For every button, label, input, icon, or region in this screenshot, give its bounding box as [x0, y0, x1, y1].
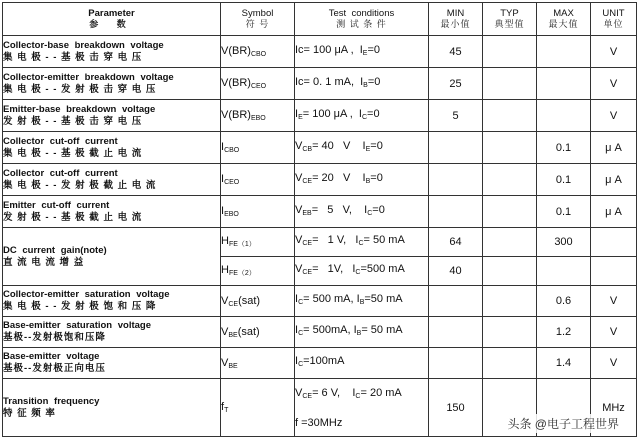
typ-value [483, 317, 537, 348]
unit-value: V [591, 286, 637, 317]
table-row [3, 228, 637, 257]
condition-text: =0 [370, 171, 383, 184]
condition-subscript: E [298, 113, 303, 121]
header-max-cn: 最大值 [548, 19, 579, 29]
min-value: 45 [429, 36, 483, 68]
conditions-cell [295, 317, 429, 348]
condition-line [295, 170, 428, 190]
parameter-name-en: Collector cut-off current [3, 135, 118, 147]
condition-line [295, 415, 428, 431]
header-parameter-en: Parameter [88, 8, 135, 19]
symbol-subscript: CBO [250, 51, 267, 58]
parameter-name-cn: 集 电 极 - - 发 射 极 饱 和 压 降 [3, 301, 157, 312]
condition-subscript: B [356, 330, 362, 337]
condition-text: V [295, 234, 303, 246]
symbol-cell [221, 36, 295, 68]
condition-text: V [295, 203, 303, 216]
table-row [3, 68, 637, 100]
symbol-cell [221, 379, 295, 437]
conditions-cell [295, 100, 429, 132]
unit-value [591, 228, 637, 257]
condition-line [295, 202, 428, 222]
condition-subscript: C [358, 240, 364, 247]
parameter-cell [3, 68, 221, 100]
condition-subscript: CE [302, 240, 313, 247]
parameter-name-en: Emitter-base breakdown voltage [3, 103, 156, 115]
condition-text: = 6 V, I [312, 386, 356, 399]
symbol-main: H [221, 235, 229, 247]
condition-text: V [295, 386, 303, 399]
condition-text: V [295, 263, 303, 275]
condition-subscript: C [298, 330, 304, 337]
condition-subscript: C [367, 209, 373, 217]
parameter-cell [3, 36, 221, 68]
condition-subscript: E [365, 145, 371, 153]
header-parameter [3, 3, 221, 36]
parameter-cell [3, 100, 221, 132]
max-value [537, 68, 591, 100]
conditions-cell [295, 348, 429, 379]
max-value: 0.6 [537, 286, 591, 317]
symbol-cell [221, 228, 295, 257]
symbol-main: V(BR) [221, 77, 251, 89]
condition-text: = 40 V I [312, 139, 366, 152]
condition-text: f =30MHz [295, 416, 343, 429]
parameter-name-en: Emitter cut-off current [3, 199, 110, 211]
symbol-subscript: CE [228, 300, 239, 308]
min-value [429, 348, 483, 379]
conditions-cell [295, 257, 429, 286]
symbol-suffix: (sat) [237, 325, 260, 338]
symbol-main: I [221, 205, 225, 217]
condition-text: =0 [367, 43, 381, 56]
unit-value: V [591, 348, 637, 379]
condition-line [295, 74, 428, 94]
unit-value: V [591, 100, 637, 132]
header-conditions-en: Test conditions [328, 8, 395, 19]
symbol-main: f [221, 401, 225, 413]
parameter-name-en: Collector-emitter breakdown voltage [3, 71, 174, 83]
typ-value [483, 196, 537, 228]
header-conditions-cn: 测 试 条 件 [336, 19, 387, 29]
condition-text: =0 [367, 107, 380, 120]
condition-line [295, 353, 428, 373]
header-min [429, 3, 483, 36]
parameter-cell [3, 379, 221, 437]
condition-text: =0 [372, 203, 385, 216]
min-value [429, 164, 483, 196]
conditions-cell [295, 228, 429, 257]
min-value [429, 317, 483, 348]
table-row [3, 132, 637, 164]
conditions-cell [295, 164, 429, 196]
min-value: 64 [429, 228, 483, 257]
condition-subscript: B [365, 177, 371, 185]
typ-value [483, 100, 537, 132]
symbol-cell [221, 68, 295, 100]
condition-text: I [295, 107, 299, 120]
min-value: 5 [429, 100, 483, 132]
condition-subscript: CE [302, 392, 313, 400]
typ-value [483, 348, 537, 379]
table-row [3, 286, 637, 317]
spec-table-body [3, 36, 637, 437]
condition-text: =0 [370, 139, 383, 152]
symbol-cell [221, 286, 295, 317]
symbol-cell [221, 348, 295, 379]
parameter-name-en: Transition frequency [3, 395, 100, 407]
symbol-subscript: CBO [224, 147, 240, 154]
header-min-cn: 最小值 [440, 19, 471, 29]
max-value: 0.1 [537, 196, 591, 228]
conditions-cell [295, 379, 429, 437]
conditions-cell [295, 132, 429, 164]
max-value [537, 257, 591, 286]
header-max-en: MAX [553, 8, 574, 19]
condition-subscript: C [355, 269, 361, 276]
condition-text: = 500 mA, I [303, 293, 360, 305]
parameter-cell [3, 196, 221, 228]
header-unit [591, 3, 637, 36]
condition-text: =500 mA [360, 263, 405, 275]
symbol-main: V(BR) [221, 109, 251, 121]
symbol-main: I [221, 173, 225, 185]
condition-text: = 20 mA [360, 386, 402, 399]
header-unit-cn: 单位 [603, 19, 624, 29]
parameter-name-en: DC current gain(note) [3, 244, 107, 256]
symbol-cell [221, 196, 295, 228]
condition-text: V [295, 171, 303, 184]
max-value [537, 100, 591, 132]
min-value [429, 196, 483, 228]
parameter-cell [3, 164, 221, 196]
max-value: 300 [537, 228, 591, 257]
min-value [429, 132, 483, 164]
header-symbol [221, 3, 295, 36]
parameter-name-cn: 直 流 电 流 增 益 [3, 256, 85, 268]
header-typ-en: TYP [500, 8, 519, 19]
typ-value [483, 132, 537, 164]
parameter-name-cn: 发 射 极 - - 基 极 截 止 电 流 [3, 211, 143, 223]
symbol-cell [221, 132, 295, 164]
typ-value [483, 286, 537, 317]
min-value: 25 [429, 68, 483, 100]
condition-subscript: B [363, 81, 368, 89]
condition-subscript: CB [302, 145, 313, 153]
condition-subscript: C [361, 113, 368, 121]
condition-line [295, 106, 428, 126]
condition-text: =100mA [303, 355, 345, 367]
symbol-main: V [221, 325, 229, 338]
parameter-name-cn: 集 电 极 - - 发 射 极 截 止 电 流 [3, 179, 157, 191]
parameter-name-cn: 集 电 极 - - 发 射 极 击 穿 电 压 [3, 83, 157, 95]
unit-value: μ A [591, 196, 637, 228]
table-row [3, 317, 637, 348]
symbol-subscript: FE（1） [228, 241, 256, 248]
condition-subscript: C [298, 361, 304, 368]
symbol-subscript: CEO [250, 83, 267, 90]
header-unit-en: UNIT [602, 8, 625, 19]
symbol-cell [221, 317, 295, 348]
condition-text: = 1V, I [312, 263, 356, 275]
symbol-subscript: EBO [224, 211, 239, 218]
parameter-name-cn: 集 电 极 - - 基 极 击 穿 电 压 [3, 51, 143, 63]
parameter-name-en: Base-emitter saturation voltage [3, 320, 152, 331]
condition-text: I [295, 324, 299, 336]
parameter-cell [3, 132, 221, 164]
typ-value [483, 68, 537, 100]
parameter-name-en: Base-emitter voltage [3, 351, 100, 362]
symbol-cell [221, 257, 295, 286]
symbol-cell [221, 100, 295, 132]
max-value: 1.4 [537, 348, 591, 379]
symbol-subscript: BE [228, 331, 238, 339]
min-value [429, 286, 483, 317]
parameter-cell [3, 228, 221, 286]
symbol-main: V [221, 356, 229, 369]
header-typ-cn: 典型值 [494, 19, 525, 29]
condition-subscript: CE [302, 269, 313, 276]
condition-line [295, 42, 428, 62]
table-row [3, 196, 637, 228]
parameter-name-cn: 发 射 极 - - 基 极 击 穿 电 压 [3, 115, 143, 127]
symbol-subscript: FE（2） [228, 270, 256, 277]
parameter-cell [3, 348, 221, 379]
header-typ [483, 3, 537, 36]
condition-line [295, 261, 428, 281]
symbol-main: I [221, 141, 225, 153]
parameter-name-en: Collector-base breakdown voltage [3, 39, 164, 51]
header-parameter-cn: 参 数 [89, 19, 134, 29]
symbol-subscript: EBO [250, 115, 266, 122]
table-row [3, 100, 637, 132]
typ-value [483, 257, 537, 286]
typ-value [483, 228, 537, 257]
condition-subscript: EB [302, 209, 312, 217]
symbol-suffix: (sat) [238, 294, 261, 307]
symbol-main: V(BR) [221, 45, 251, 57]
unit-value: μ A [591, 164, 637, 196]
condition-line [295, 291, 428, 311]
condition-line [295, 138, 428, 158]
table-row [3, 36, 637, 68]
max-value: 0.1 [537, 132, 591, 164]
header-symbol-en: Symbol [241, 8, 274, 19]
min-value: 150 [429, 379, 483, 437]
unit-value: V [591, 317, 637, 348]
condition-text: = 500mA, I [303, 324, 357, 336]
symbol-cell [221, 164, 295, 196]
conditions-cell [295, 196, 429, 228]
table-row [3, 348, 637, 379]
condition-subscript: C [355, 392, 361, 400]
condition-line [295, 232, 428, 252]
header-symbol-cn: 符 号 [245, 19, 270, 29]
table-row [3, 164, 637, 196]
unit-value [591, 257, 637, 286]
condition-text: Ic= 100 μA , I [295, 43, 363, 56]
parameter-name-cn: 基极--发射极正向电压 [3, 363, 106, 374]
condition-line [295, 385, 428, 405]
typ-value [483, 164, 537, 196]
spec-table [2, 2, 637, 437]
unit-value: V [591, 68, 637, 100]
condition-text: = 100 μA , I [302, 107, 362, 120]
condition-subscript: C [298, 299, 304, 306]
condition-text: Ic= 0. 1 mA, I [295, 75, 364, 88]
symbol-subscript: BE [228, 362, 238, 370]
unit-value: μ A [591, 132, 637, 164]
symbol-main: V [221, 294, 229, 307]
condition-subscript: E [362, 49, 368, 57]
parameter-name-en: Collector cut-off current [3, 167, 118, 179]
condition-text: = 5 V, I [311, 203, 368, 216]
max-value: 0.1 [537, 164, 591, 196]
parameter-cell [3, 317, 221, 348]
conditions-cell [295, 68, 429, 100]
condition-text: =50 mA [364, 293, 403, 305]
parameter-name-cn: 基极--发射极饱和压降 [3, 332, 106, 343]
symbol-main: H [221, 264, 229, 276]
max-value [537, 36, 591, 68]
header-conditions [295, 3, 429, 36]
condition-subscript: CE [302, 177, 313, 185]
conditions-cell [295, 36, 429, 68]
condition-text: = 1 V, I [312, 234, 359, 246]
condition-text: = 20 V I [312, 171, 366, 184]
parameter-name-en: Collector-emitter saturation voltage [3, 289, 170, 300]
condition-text: I [295, 355, 299, 367]
typ-value [483, 36, 537, 68]
unit-value: MHz [591, 379, 637, 437]
symbol-subscript: T [224, 407, 229, 414]
parameter-name-cn: 特 征 频 率 [3, 407, 56, 419]
unit-value: V [591, 36, 637, 68]
condition-text: = 50 mA [363, 234, 405, 246]
condition-subscript: B [359, 299, 365, 306]
condition-line [295, 322, 428, 342]
header-max [537, 3, 591, 36]
condition-text: = 50 mA [361, 324, 403, 336]
watermark: 头条 @电子工程世界 [504, 414, 622, 433]
header-row [3, 3, 637, 36]
header-min-en: MIN [446, 8, 465, 19]
conditions-cell [295, 286, 429, 317]
max-value: 1.2 [537, 317, 591, 348]
condition-text: I [295, 293, 299, 305]
min-value: 40 [429, 257, 483, 286]
symbol-subscript: CEO [224, 179, 240, 186]
condition-text: V [295, 139, 303, 152]
parameter-cell [3, 286, 221, 317]
condition-text: =0 [367, 75, 381, 88]
parameter-name-cn: 集 电 极 - - 基 极 截 止 电 流 [3, 147, 143, 159]
